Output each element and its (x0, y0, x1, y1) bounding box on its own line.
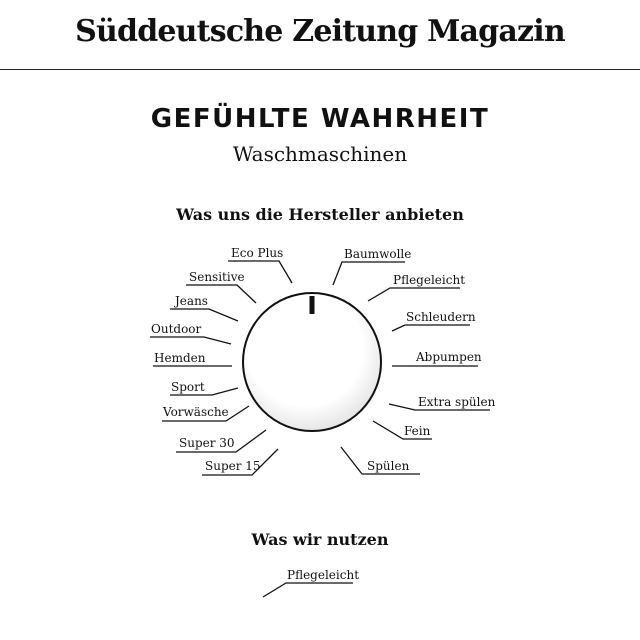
label-super-30: Super 30 (179, 436, 235, 450)
label-outdoor: Outdoor (151, 322, 202, 336)
label-schleudern: Schleudern (406, 310, 476, 324)
label-vorwaesche: Vorwäsche (163, 405, 229, 419)
label-eco-plus: Eco Plus (231, 246, 284, 260)
label-spuelen: Spülen (367, 459, 410, 473)
headline: GEFÜHLTE WAHRHEIT (150, 104, 490, 134)
leader-jeans (170, 309, 238, 321)
leader-used-pflegeleicht (263, 583, 353, 597)
label-jeans: Jeans (175, 294, 208, 308)
label-pflegeleicht: Pflegeleicht (393, 273, 466, 287)
label-used-pflegeleicht: Pflegeleicht (287, 568, 360, 582)
label-sensitive: Sensitive (189, 270, 245, 284)
leader-pflegeleicht (368, 288, 460, 301)
label-sport: Sport (171, 380, 205, 394)
section-title-used: Was wir nutzen (251, 530, 389, 549)
label-hemden: Hemden (154, 351, 206, 365)
leader-outdoor (150, 337, 231, 344)
subtitle: Waschmaschinen (232, 142, 408, 166)
masthead-title: Süddeutsche Zeitung Magazin (75, 14, 565, 49)
label-fein: Fein (404, 424, 431, 438)
label-abpumpen: Abpumpen (416, 350, 482, 364)
label-baumwolle: Baumwolle (344, 247, 412, 261)
label-extra-spuelen: Extra spülen (418, 395, 496, 409)
section-title-offered: Was uns die Hersteller anbieten (176, 205, 464, 224)
label-super-15: Super 15 (205, 459, 261, 473)
leader-schleudern (392, 325, 470, 331)
